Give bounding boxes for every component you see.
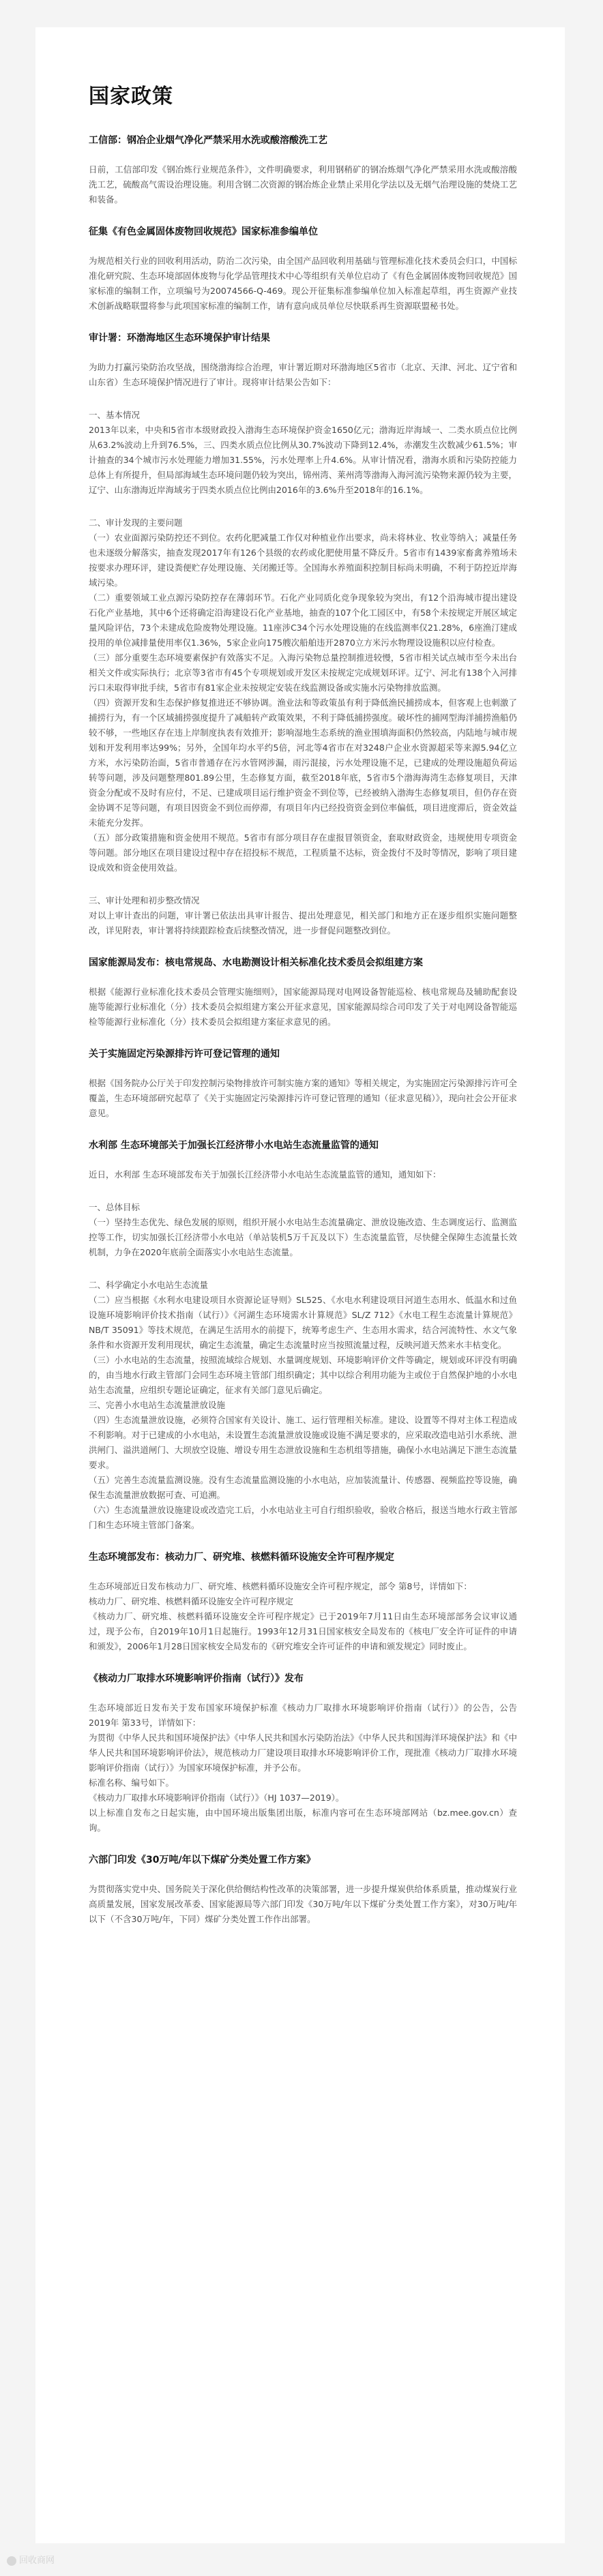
- section-paragraph: 生态环境部近日发布关于发布国家环境保护标准《核动力厂取排水环境影响评价指南（试行）》的公告，公告 2019年 第33号，详情如下： 为贯彻《中华人民共和国环境保护法》《中华人民共和国水污染防治法》《中华人民共和国海洋环境保护法》和《中华人民共和国环境影响评价法》，规范核动力厂建设项目取排水环境影响评价工作，现批准《核动力厂取排水环境影响评价指南（试行）》为国家环境保护标准，并予公布。 标准名称、编号如下。 《核动力厂取排水环境影响评价指南（试行）》（HJ 1037—2019）。 以上标准自发布之日起实施，由中国环境出版集团出版，标准内容可在生态环境部网站（bz.mee.gov.cn）查询。: [89, 1703, 517, 1833]
- section-paragraph: 为规范相关行业的回收利用活动，防治二次污染，由全国产品回收利用基础与管理标准化技术委员会归口，中国标准化研究院、生态环境部固体废物与化学品管理技术中心等组织有关单位启动了《有色金属固体废物回收规范》国家标准的编制工作，立项编号为20074566-Q-469。现公开征集标准参编单位加入标准起草组，再生资源产业技术创新战略联盟将参与此项国家标准的编制工作，请有意向成员单位尽快联系再生资源联盟秘书处。: [89, 256, 517, 311]
- section-paragraph: 一、总体目标 （一）坚持生态优先、绿色发展的原则，组织开展小水电站生态流量确定、泄放设施改造、生态调度运行、监测监控等工作，切实加强长江经济带小水电站（单站装机5万千瓦及以下）生态流量监管，尽快健全保障生态流量长效机制，力争在2020年底前全面落实小水电站生态流量。: [89, 1202, 517, 1257]
- section-paragraph: 为助力打赢污染防治攻坚战，围绕渤海综合治理，审计署近期对环渤海地区5省市（北京、天津、河北、辽宁省和山东省）生态环境保护情况进行了审计。现将审计结果公告如下：: [89, 362, 517, 387]
- section-title: 六部门印发《30万吨/年以下煤矿分类处置工作方案》: [89, 1855, 316, 1866]
- section-title: 《核动力厂取排水环境影响评价指南（试行）》发布: [89, 1673, 304, 1684]
- section-paragraph: 日前，工信部印发《钢冶炼行业规范条件》，文件明确要求，利用钢稍矿的钢冶炼烟气净化严禁采用水洗或酸溶酸洗工艺，硫酸高气需设治理设施。利用含钢二次资源的钢冶炼企业禁止采用化学法以及无烟气治理设施的焚烧工艺和装备。: [89, 164, 517, 205]
- watermark-text: 回收商网: [19, 2556, 55, 2566]
- section-paragraph: 二、审计发现的主要问题 （一）农业面源污染防控还不到位。农药化肥减量工作仅对种植业作出要求，尚未将林业、牧业等纳入；减量任务也未逐级分解落实，抽查发现2017年有126个县级的农药或化肥使用量不降反升。5省市有1439家畜禽养殖场未按要求办理环评，建设粪便贮存处理设施、关闭搬迁等。全国海水养殖面积控制目标尚未明确，不利于防控近岸海域污染。 （二）重要领域工业点源污染防控存在薄弱环节。石化产业同质化竞争现象较为突出，有12个沿海城市提出建设石化产业基地，其中6个还将确定沿海建设石化产业基地，抽查的107个化工园区中，有58个未按规定开展区域定量风险评估，73个未建成危险废物处理设施。11座涉C34个污水处理设施的在线监测率仅21.28%，6座渔汀建成投用的单位减排量使用率仅1.36%，5家企业向175艘次船舶违开2870立方米污水物理设设施积以应付检查。 （三）部分重要生态环境要素保护有效落实不足。入海污染物总量控制推进较慢，5省市相关试点城市至今未出台相关文件或实际执行；北京等3省市有45个专项规划或开发区未按规定完成规划环评。辽宁、河北有138个入河排污口未取得审批手续，5省市有81家企业未按规定安装在线监测设备或实施水污染物排放监测。 （四）资源开发和生态保护修复推进还不够协调。渔业法和等政策虽有利于降低渔民捕捞成本，但客观上也刺激了捕捞行为，有一个区域捕捞强度提升了减船转产政策效果，不利于降低捕捞强度。破坏性的捕网型海洋捕捞渔船仍较不够，一些地区存在违上岸制度执表有效推开；影响湿地生态系统的渔业围填海面积仍然较高，内陆地与城市规划和开发利用率达99%；另外，全国年均水平约5倍，河北等4省市在对3248户企业水资源超采等来源5.94亿立方米，水污染防治面，5省市普通存在污水管网涉漏，雨污混接，污水处理设施不足，已建成的处理设施超负荷运转等问题，涉及问题整理801.89公里，生态修复方面，截至2018年底，5省市5个渤海海湾生态修复项目，天津资金分配或不及时有应付，不足、已建成项目运行维护资金不到位等，已经被纳入渤海生态修复项目，但仍存在资金协调不足等问题，有项目因资金不到位而停滞，有项目年内已经投资资金到位率偏低，项目进度滞后，资金效益未能充分发挥。 （五）部分政策措施和资金使用不规范。5省市有部分项目存在虚报冒领资金，套取财政资金，违规使用专项资金等问题。部分地区在项目建设过程中存在招投标不规范，工程质量不达标，资金拨付不及时等情况，影响了项目建设成效和资金使用效益。: [89, 518, 517, 873]
- watermark: [7, 2553, 55, 2566]
- news-section: [89, 1672, 517, 1836]
- section-title: 水利部 生态环境部关于加强长江经济带小水电站生态流量监管的通知: [89, 1140, 379, 1151]
- news-section: [89, 225, 517, 314]
- section-paragraph: 一、基本情况 2013年以来，中央和5省市本级财政投入渤海生态环境保护资金1650亿元；渤海近岸海域一、二类水质点位比例从63.2%波动上升到76.5%，三、四类水质点位比例从30.7%波动下降到12.4%，赤潮发生次数减少61.5%；审计抽查的34个城市污水处理能力增加31.55%，污水处理率上升4.6%。从审计情况看，渤海水质和污染防控能力总体上有所提升，但局部海域生态环境问题仍较为突出，锦州湾、莱州湾等渤海入海河流污染物来源仍较为主要，辽宁、山东渤海近岸海域劣于四类水质点位比例由2016年的3.6%升至2018年的16.1%。: [89, 410, 517, 495]
- section-paragraph: 近日，水利部 生态环境部发布关于加强长江经济带小水电站生态流量监管的通知，通知如下：: [89, 1169, 441, 1180]
- logo-icon: [7, 2556, 16, 2566]
- section-title: 审计署：环渤海地区生态环境保护审计结果: [89, 333, 270, 344]
- article-card: [35, 27, 565, 2543]
- news-section: [89, 1047, 517, 1121]
- section-paragraph: 二、科学确定小水电站生态流量 （二）应当根据《水利水电建设项目水资源论证导则》SL525、《水电水利建设项目河道生态用水、低温水和过鱼设施环境影响评价技术指南（试行）》《河湖生态环境需水计算规范》SL/Z 712》《水电工程生态流量计算规范》NB/T 35091》等技术规范，在满足生活用水的前提下，统筹考虑生产、生态用水需求，结合河流特性、水文气象条件和水资源开发利用现状，确定生态流量，确定生态流量时应当按照流量过程，反映河道天然来水丰枯变化。 （三）小水电站的生态流量，按照流域综合规划、水量调度规划、环境影响评价文件等确定，规划或环评没有明确的，由当地水行政主管部门会同生态环境主管部门组织确定；其中以综合利用功能为主或位于自然保护地的小水电站生态流量，应组织专题论证确定，征求有关部门意见后确定。 三、完善小水电站生态流量泄放设施 （四）生态流量泄放设施，必须符合国家有关设计、施工、运行管理相关标准。建设、设置等不得对主体工程造成不利影响。对于已建成的小水电站，未设置生态流量泄放设施或设施不满足要求的，应采取改造电站引水系统、泄洪闸门、溢洪道闸门、大坝放空设施、增设专用生态泄放设施和生态机组等措施，确保小水电站满足下泄生态流量要求。 （五）完善生态流量监测设施。没有生态流量监测设施的小水电站，应加装流量计、传感器、视频监控等设施，确保生态流量泄放数据可查、可追溯。 （六）生态流量泄放设施建设或改造完工后，小水电站业主可自行组织验收，验收合格后，报送当地水行政主管部门和生态环境主管部门备案。: [89, 1280, 517, 1530]
- section-paragraph: 根据《国务院办公厅关于印发控制污染物排放许可制实施方案的通知》等相关规定，为实施固定污染源排污许可全覆盖，生态环境部研究起草了《关于实施固定污染源排污许可登记管理的通知（征求意见稿）》，现向社会公开征求意见。: [89, 1078, 517, 1118]
- section-paragraph: 三、审计处理和初步整改情况 对以上审计查出的问题，审计署已依法出具审计报告、提出处理意见，相关部门和地方正在逐步组织实施问题整改，详见附表，审计署将持续跟踪检查后续整改情况，进一步督促问题整改到位。: [89, 895, 517, 935]
- section-title: 国家能源局发布：核电常规岛、水电勘测设计相关标准化技术委员会拟组建方案: [89, 957, 423, 968]
- section-paragraph: 生态环境部近日发布核动力厂、研究堆、核燃料循环设施安全许可程序规定，部令 第8号，详情如下： 核动力厂、研究堆、核燃料循环设施安全许可程序规定 《核动力厂、研究堆、核燃料循环设施安全许可程序规定》已于2019年7月11日由生态环境部部务会议审议通过，现予公布，自2019年10月1日起施行。1993年12月31日国家核安全局发布的《核电厂安全许可证件的申请和颁发》，2006年1月28日国家核安全局发布的《研究堆安全许可证件的申请和颁发规定》同时废止。: [89, 1581, 517, 1651]
- section-paragraph: 为贯彻落实党中央、国务院关于深化供给侧结构性改革的决策部署，进一步提升煤炭供给体系质量，推动煤炭行业高质量发展，国家发展改革委、国家能源局等六部门印发《30万吨/年以下煤矿分类处置工作方案》，对30万吨/年以下（不含30万吨/年，下同）煤矿分类处置工作作出部署。: [89, 1884, 517, 1924]
- section-title: 关于实施固定污染源排污许可登记管理的通知: [89, 1049, 280, 1060]
- page-title: 国家政策: [89, 85, 173, 108]
- news-section: [89, 1139, 517, 1533]
- section-paragraph: 根据《能源行业标准化技术委员会管理实施细则》，国家能源局现对电网设备智能巡检、核电常规岛及辅助配套设施等能源行业标准化（分）技术委员会拟组建方案公开征求意见，国家能源局综合司印发了关于对电网设备智能巡检等能源行业标准化（分）技术委员会拟组建方案征求意见的函。: [89, 987, 517, 1027]
- news-section: [89, 134, 517, 207]
- section-title: 征集《有色金属固体废物回收规范》国家标准参编单位: [89, 226, 318, 237]
- news-section: [89, 956, 517, 1030]
- news-section: [89, 1551, 517, 1654]
- news-section: [89, 331, 517, 938]
- section-title: 生态环境部发布：核动力厂、研究堆、核燃料循环设施安全许可程序规定: [89, 1552, 394, 1563]
- section-title: 工信部：钢冶企业烟气净化严禁采用水洗或酸溶酸洗工艺: [89, 135, 327, 146]
- news-section: [89, 1853, 517, 1927]
